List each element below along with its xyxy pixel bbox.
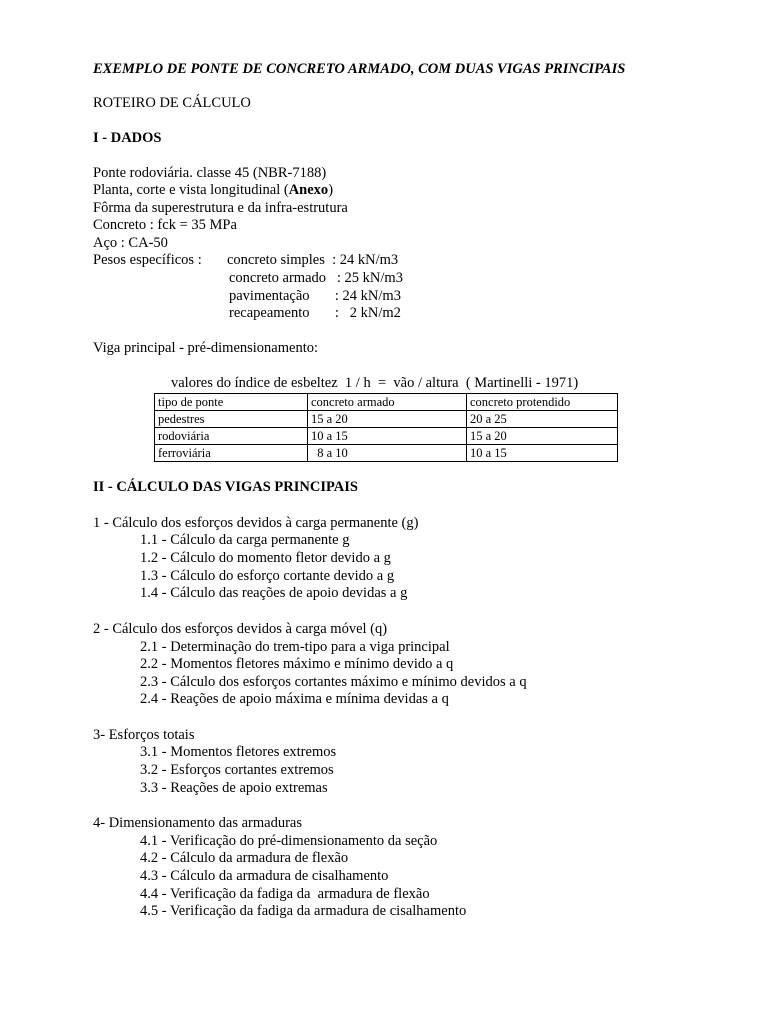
list-item: 1.3 - Cálculo do esforço cortante devido a g — [140, 568, 395, 584]
list-item: 4.2 - Cálculo da armadura de flexão — [140, 850, 349, 866]
table-header-cell: concreto protendido — [467, 394, 618, 411]
list-item: 4.1 - Verificação do pré-dimensionamento da seção — [140, 833, 438, 849]
dados-line: Fôrma da superestrutura e da infra-estrutura — [93, 200, 348, 216]
group-title: 1 - Cálculo dos esforços devidos à carga permanente (g) — [93, 515, 419, 531]
dados-line — [93, 181, 333, 199]
table-row — [155, 411, 618, 428]
table-cell: 20 a 25 — [467, 411, 618, 428]
dados-line-text: ) — [328, 182, 334, 198]
list-item: 2.3 - Cálculo dos esforços cortantes máximo e mínimo devidos a q — [140, 674, 527, 690]
list-item: 1.1 - Cálculo da carga permanente g — [140, 532, 350, 548]
peso-item: recapeamento : 2 kN/m2 — [229, 305, 401, 321]
peso-item: concreto simples : 24 kN/m3 — [227, 252, 399, 268]
table-cell: 8 a 10 — [308, 445, 467, 462]
table-row — [155, 428, 618, 445]
section-heading-vigas: II - CÁLCULO DAS VIGAS PRINCIPAIS — [93, 479, 358, 495]
list-item: 4.3 - Cálculo da armadura de cisalhamento — [140, 868, 389, 884]
table-cell: 10 a 15 — [467, 445, 618, 462]
dados-line: Aço : CA-50 — [93, 235, 168, 251]
table-cell: pedestres — [155, 411, 308, 428]
document-subtitle: ROTEIRO DE CÁLCULO — [93, 95, 251, 111]
list-item: 3.1 - Momentos fletores extremos — [140, 744, 337, 760]
list-item: 4.4 - Verificação da fadiga da armadura de flexão — [140, 886, 430, 902]
table-header-cell: tipo de ponte — [155, 394, 308, 411]
list-item: 2.1 - Determinação do trem-tipo para a viga principal — [140, 639, 450, 655]
table-cell: 15 a 20 — [467, 428, 618, 445]
section-heading-dados: I - DADOS — [93, 130, 162, 146]
list-item: 2.4 - Reações de apoio máxima e mínima devidas a q — [140, 691, 449, 707]
list-item: 1.2 - Cálculo do momento fletor devido a g — [140, 550, 391, 566]
group-title: 3- Esforços totais — [93, 727, 195, 743]
table-cell: 10 a 15 — [308, 428, 467, 445]
pesos-label: Pesos específicos : — [93, 252, 202, 268]
document-title: EXEMPLO DE PONTE DE CONCRETO ARMADO, COM DUAS VIGAS PRINCIPAIS — [93, 61, 626, 77]
table-row — [155, 445, 618, 462]
peso-item: concreto armado : 25 kN/m3 — [229, 270, 403, 286]
esbeltez-table — [154, 393, 618, 462]
table-caption: valores do índice de esbeltez 1 / h = vão / altura ( Martinelli - 1971) — [171, 375, 579, 391]
table-cell: ferroviária — [155, 445, 308, 462]
list-item: 1.4 - Cálculo das reações de apoio devidas a g — [140, 585, 408, 601]
table-cell: 15 a 20 — [308, 411, 467, 428]
viga-predim-line: Viga principal - pré-dimensionamento: — [93, 340, 319, 356]
dados-line: Concreto : fck = 35 MPa — [93, 217, 237, 233]
table-cell: rodoviária — [155, 428, 308, 445]
list-item: 3.2 - Esforços cortantes extremos — [140, 762, 334, 778]
group-title: 4- Dimensionamento das armaduras — [93, 815, 302, 831]
dados-line: Ponte rodoviária. classe 45 (NBR-7188) — [93, 165, 327, 181]
peso-item: pavimentação : 24 kN/m3 — [229, 288, 401, 304]
anexo-label: Anexo — [288, 182, 329, 198]
list-item: 4.5 - Verificação da fadiga da armadura de cisalhamento — [140, 903, 467, 919]
table-header-row — [155, 394, 618, 411]
list-item: 2.2 - Momentos fletores máximo e mínimo devido a q — [140, 656, 454, 672]
list-item: 3.3 - Reações de apoio extremas — [140, 780, 328, 796]
group-title: 2 - Cálculo dos esforços devidos à carga móvel (q) — [93, 621, 388, 637]
dados-line-text: Planta, corte e vista longitudinal ( — [93, 182, 289, 198]
table-header-cell: concreto armado — [308, 394, 467, 411]
